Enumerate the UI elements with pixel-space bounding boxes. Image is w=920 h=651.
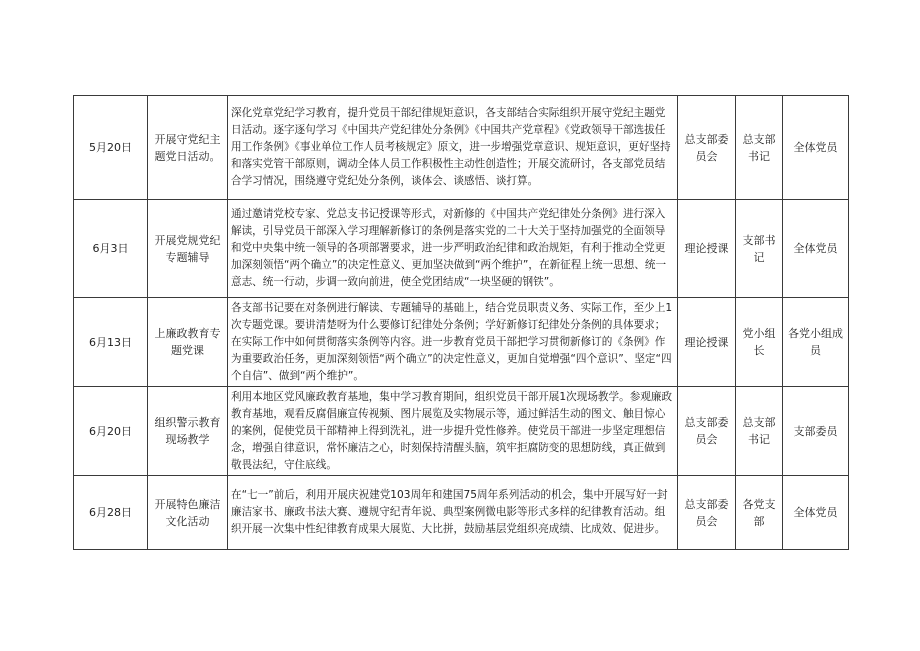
date-cell: 6月20日 — [74, 387, 148, 476]
topic-cell: 组织警示教育现场教学 — [148, 387, 228, 476]
form-cell: 理论授课 — [678, 200, 736, 298]
content-cell: 通过邀请党校专家、党总支书记授课等形式，对新修的《中国共产党纪律处分条例》进行深入解读，引导党员干部深入学习理解新修订的条例是落实党的二十大关于坚持加强党的全面领导和党中央集中统一领导的各项部署要求，进一步严明政治纪律和政治规矩，有利于推动全党更加深刻领悟“两个确立”的决定性意义、更加坚决做到“两个维护”，在新征程上统一思想、统一意志、统一行动，步调一致向前进，使全党团结成“一块坚硬的钢铁”。 — [228, 200, 678, 298]
lead-cell: 总支部书记 — [736, 96, 783, 200]
lead-cell: 支部书记 — [736, 200, 783, 298]
table-row — [74, 200, 849, 298]
lead-cell: 各党支部 — [736, 476, 783, 550]
table-row — [74, 476, 849, 550]
content-cell: 在“七一”前后，利用开展庆祝建党103周年和建国75周年系列活动的机会，集中开展写好一封廉洁家书、廉政书法大赛、遵规守纪青年说、典型案例微电影等形式多样的纪律教育活动。组织开展一次集中性纪律教育成果大展览、大比拼，鼓励基层党组织亮成绩、比成效、促进步。 — [228, 476, 678, 550]
lead-cell: 党小组长 — [736, 298, 783, 387]
topic-cell: 开展党规党纪专题辅导 — [148, 200, 228, 298]
date-cell: 6月13日 — [74, 298, 148, 387]
date-cell: 6月28日 — [74, 476, 148, 550]
participants-cell: 全体党员 — [783, 96, 849, 200]
content-cell: 各支部书记要在对条例进行解读、专题辅导的基础上，结合党员职责义务、实际工作，至少上1次专题党课。要讲清楚呀为什么要修订纪律处分条例；学好新修订纪律处分条例的具体要求；在实际工作中如何贯彻落实条例等内容。进一步教育党员干部把学习贯彻新修订的《条例》作为重要政治任务，更加深刻领悟“两个确立”的决定性意义，更加自觉增强“四个意识”、坚定“四个自信”、做到“两个维护”。 — [228, 298, 678, 387]
date-cell: 6月3日 — [74, 200, 148, 298]
topic-cell: 上廉政教育专题党课 — [148, 298, 228, 387]
participants-cell: 全体党员 — [783, 200, 849, 298]
participants-cell: 全体党员 — [783, 476, 849, 550]
table-row — [74, 298, 849, 387]
form-cell: 总支部委员会 — [678, 387, 736, 476]
topic-cell: 开展特色廉洁文化活动 — [148, 476, 228, 550]
lead-cell: 总支部书记 — [736, 387, 783, 476]
table-row — [74, 96, 849, 200]
content-cell: 深化党章党纪学习教育，提升党员干部纪律规矩意识，各支部结合实际组织开展守党纪主题党日活动。逐字逐句学习《中国共产党纪律处分条例》《中国共产党章程》《党政领导干部选拔任用工作条例》《事业单位工作人员考核规定》原文，进一步增强党章意识、规矩意识，更好坚持和落实党管干部原则，调动全体人员工作积极性主动性创造性；开展交流研讨，各支部党员结合学习情况，围绕遵守党纪处分条例，谈体会、谈感悟、谈打算。 — [228, 96, 678, 200]
table-row — [74, 387, 849, 476]
form-cell: 总支部委员会 — [678, 96, 736, 200]
form-cell: 理论授课 — [678, 298, 736, 387]
form-cell: 总支部委员会 — [678, 476, 736, 550]
topic-cell: 开展守党纪主题党日活动。 — [148, 96, 228, 200]
date-cell: 5月20日 — [74, 96, 148, 200]
activity-table — [73, 95, 849, 550]
participants-cell: 支部委员 — [783, 387, 849, 476]
participants-cell: 各党小组成员 — [783, 298, 849, 387]
content-cell: 利用本地区党风廉政教育基地，集中学习教育期间，组织党员干部开展1次现场教学。参观廉政教育基地，观看反腐倡廉宣传视频、图片展览及实物展示等，通过鲜活生动的图文、触目惊心的案例，促使党员干部精神上得到洗礼，进一步提升党性修养。使党员干部进一步坚定理想信念，增强自律意识，常怀廉洁之心，时刻保持清醒头脑，筑牢拒腐防变的思想防线，真正做到敬畏法纪，守住底线。 — [228, 387, 678, 476]
